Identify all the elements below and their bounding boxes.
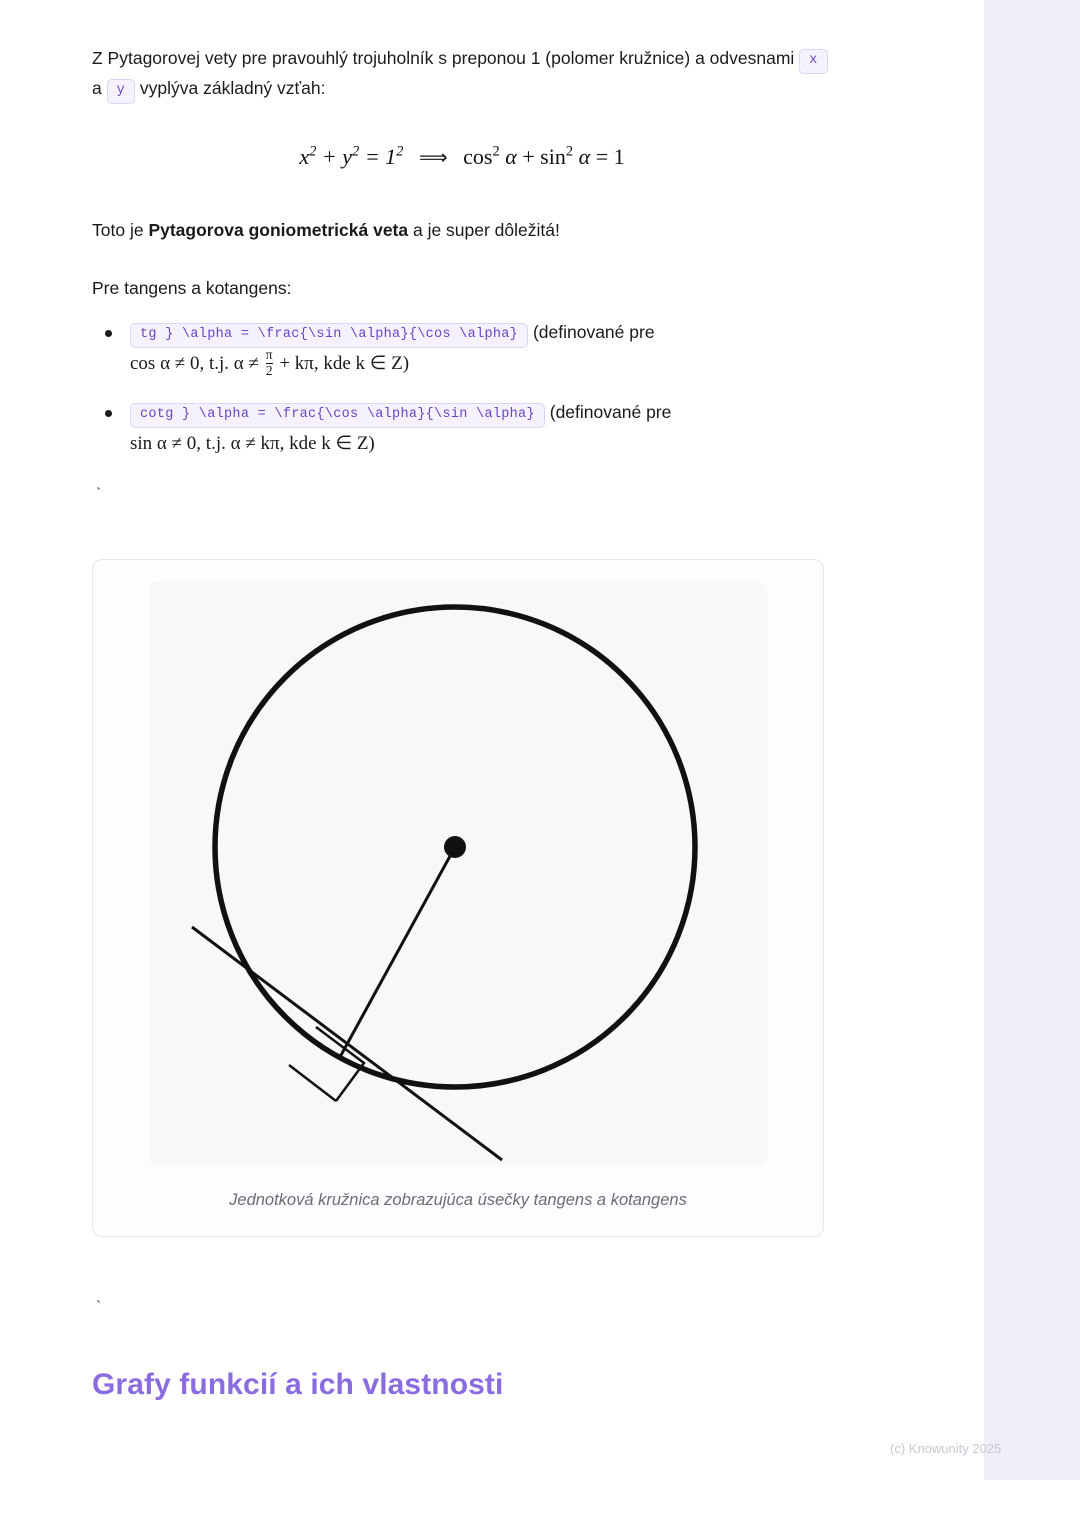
definition-list bbox=[92, 317, 832, 460]
statement-prefix: Toto je bbox=[92, 220, 149, 241]
tangent-condition-text-1: cos α ≠ 0, t.j. α ≠ bbox=[130, 352, 259, 374]
lead-paragraph: Pre tangens a kotangens: bbox=[92, 278, 292, 299]
intro-paragraph bbox=[92, 44, 832, 104]
list-item bbox=[92, 397, 832, 461]
code-chip-x: x bbox=[799, 49, 827, 74]
intro-text-before-x: Z Pytagorovej vety pre pravouhlý trojuholník s preponou 1 (polomer kružnice) a odvesnami bbox=[92, 48, 795, 68]
watermark: (c) Knowunity 2025 bbox=[890, 1441, 1002, 1456]
tangent-note-before: (definované pre bbox=[532, 322, 655, 343]
formula-rhs: $\cos^2 \alpha + \sin^2 \alpha = 1$ bbox=[463, 143, 625, 170]
cotangent-condition bbox=[130, 433, 375, 454]
formula-lhs: $x^2 + y^2 = 1^2$ bbox=[299, 143, 404, 170]
formula-implies-arrow: ⟹ bbox=[418, 147, 448, 170]
figure-caption: Jednotková kružnica zobrazujúca úsečky tangens a kotangens bbox=[229, 1191, 687, 1210]
tangent-fraction bbox=[266, 348, 273, 378]
tangent-condition bbox=[130, 347, 410, 378]
tangent-fraction-numerator: π bbox=[265, 347, 273, 363]
page-right-band-gap bbox=[972, 0, 984, 1480]
intro-text-between: a bbox=[92, 77, 102, 98]
unit-circle-svg bbox=[150, 582, 767, 1165]
pythagorean-identity-formula bbox=[92, 144, 832, 170]
document-content bbox=[92, 44, 832, 1402]
tangent-fraction-denominator: 2 bbox=[265, 362, 273, 378]
stray-backtick-2: ` bbox=[94, 1299, 104, 1317]
unit-circle-tangent-cotangent-diagram bbox=[150, 582, 767, 1165]
list-item bbox=[92, 317, 832, 381]
radius-line bbox=[340, 847, 455, 1057]
code-chip-y: y bbox=[107, 79, 135, 104]
right-angle-marker-close bbox=[289, 1065, 336, 1101]
statement-paragraph bbox=[92, 216, 832, 244]
intro-text-after-y: vyplýva základný vzťah: bbox=[139, 77, 326, 98]
statement-bold: Pytagorova goniometrická veta bbox=[148, 220, 409, 241]
section-title: Grafy funkcií a ich vlastnosti bbox=[92, 1368, 504, 1402]
cotangent-condition-text-1: sin α ≠ 0, t.j. α ≠ kπ, kde k ∈ Z) bbox=[130, 432, 375, 454]
statement-suffix: a je super dôležitá! bbox=[408, 220, 560, 241]
figure-card bbox=[92, 559, 824, 1237]
tangent-line bbox=[192, 927, 502, 1160]
code-chip-cotangent: cotg } \alpha = \frac{\cos \alpha}{\sin \alpha} bbox=[130, 403, 545, 428]
page-right-band bbox=[972, 0, 1080, 1480]
cotangent-note-before: (definované pre bbox=[549, 401, 672, 422]
tangent-condition-text-2: + kπ, kde k ∈ Z) bbox=[279, 352, 410, 374]
code-chip-tangent: tg } \alpha = \frac{\sin \alpha}{\cos \alpha} bbox=[130, 323, 528, 348]
stray-backtick-1: ` bbox=[94, 486, 104, 504]
